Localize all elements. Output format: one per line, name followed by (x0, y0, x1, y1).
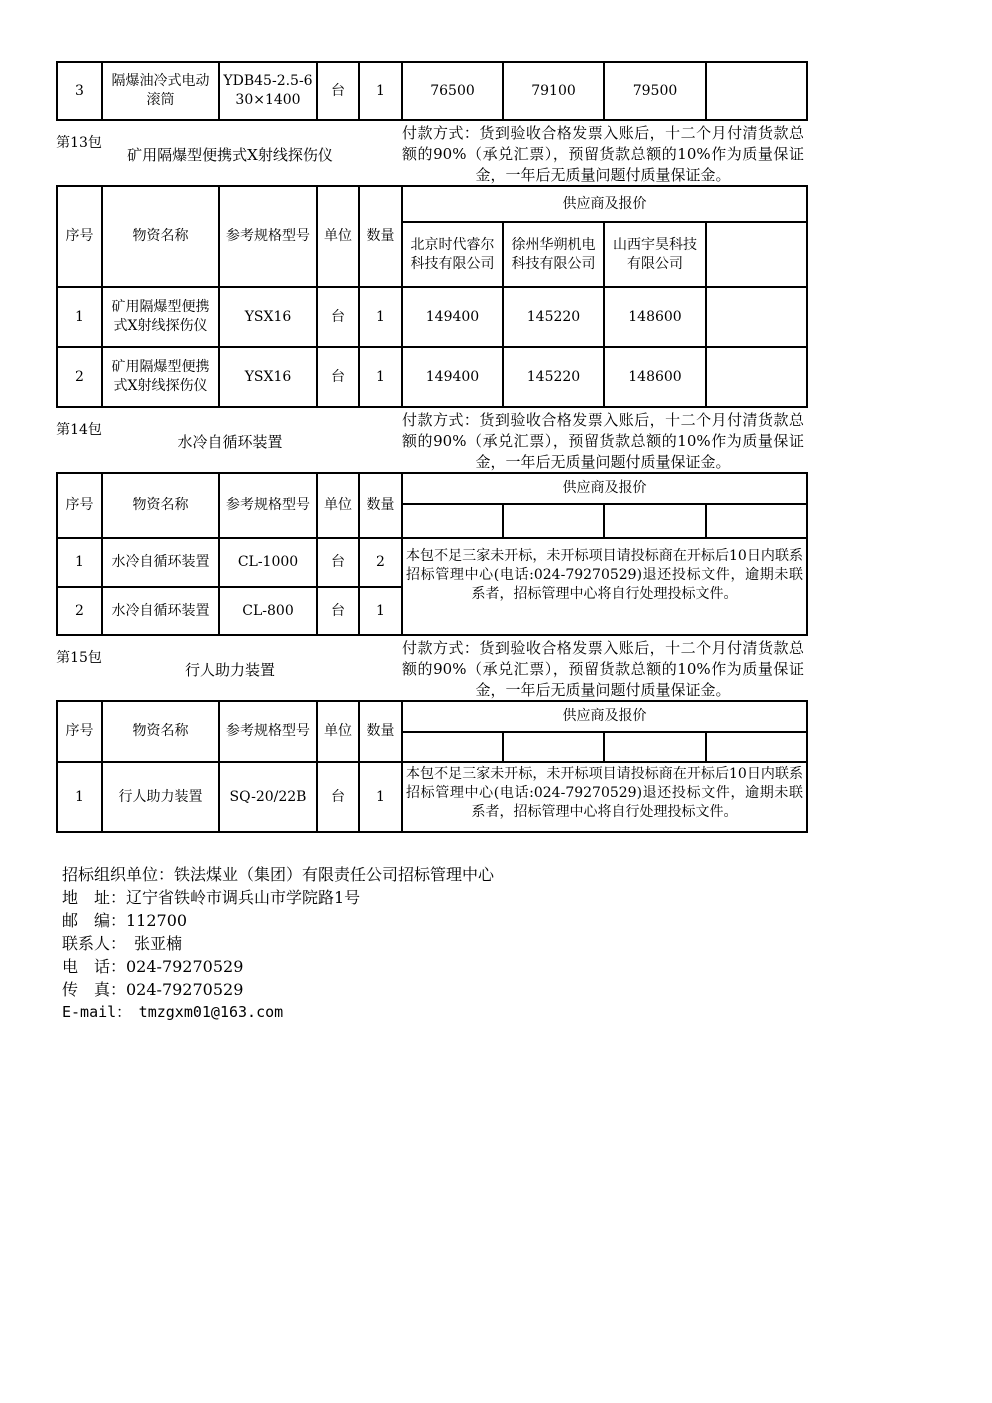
cell-seq: 1 (57, 762, 102, 832)
package13-number: 第13包 (56, 135, 102, 151)
cell-price-2: 145220 (503, 287, 604, 347)
header-qty: 数量 (359, 186, 402, 287)
supplier-3: 山西宇昊科技有限公司 (604, 222, 706, 287)
cell-unit: 台 (317, 762, 359, 832)
phone-line: 电 话：024-79270529 (62, 957, 244, 976)
cell-seq: 1 (57, 538, 102, 587)
table-header-row (57, 186, 807, 222)
supplier-2 (503, 504, 604, 538)
header-name: 物资名称 (102, 701, 219, 762)
cell-price-3: 148600 (604, 347, 706, 407)
supplier-1: 北京时代睿尔科技有限公司 (402, 222, 503, 287)
header-suppliers: 供应商及报价 (402, 186, 807, 222)
header-spec: 参考规格型号 (219, 701, 317, 762)
cell-price-4 (706, 347, 807, 407)
header-name: 物资名称 (102, 186, 219, 287)
supplier-1 (402, 732, 503, 762)
package15-payment-terms: 付款方式：货到验收合格发票入账后，十二个月付清货款总额的90%（承兑汇票），预留货款总额的10%作为质量保证金，一年后无质量问题付质量保证金。 (402, 639, 804, 699)
cell-name: 矿用隔爆型便携式X射线探伤仪 (102, 347, 219, 407)
package15-table (56, 700, 808, 833)
package15-number: 第15包 (56, 650, 102, 666)
table-header-row (57, 473, 807, 504)
cell-spec: SQ-20/22B (219, 762, 317, 832)
cell-unit: 台 (317, 62, 359, 120)
cell-name: 水冷自循环装置 (102, 538, 219, 587)
header-unit: 单位 (317, 186, 359, 287)
cell-unit: 台 (317, 538, 359, 587)
fax-line: 传 真：024-79270529 (62, 980, 244, 999)
package13-payment-terms: 付款方式：货到验收合格发票入账后，十二个月付清货款总额的90%（承兑汇票），预留货款总额的10%作为质量保证金，一年后无质量问题付质量保证金。 (402, 124, 804, 184)
cell-qty: 1 (359, 62, 402, 120)
header-seq: 序号 (57, 186, 102, 287)
organizer-line: 招标组织单位：铁法煤业（集团）有限责任公司招标管理中心 (62, 865, 495, 884)
cell-price-3: 79500 (604, 62, 706, 120)
cell-spec: YDB45-2.5-630×1400 (219, 62, 317, 120)
contact-info (62, 863, 494, 1024)
cell-seq: 2 (57, 587, 102, 635)
package14-table (56, 472, 808, 636)
package14-number: 第14包 (56, 422, 102, 438)
supplier-2 (503, 732, 604, 762)
cell-seq: 3 (57, 62, 102, 120)
header-unit: 单位 (317, 701, 359, 762)
cell-qty: 2 (359, 538, 402, 587)
package14-name: 水冷自循环装置 (177, 433, 283, 451)
cell-name: 隔爆油冷式电动滚筒 (102, 62, 219, 120)
cell-name: 水冷自循环装置 (102, 587, 219, 635)
header-spec: 参考规格型号 (219, 186, 317, 287)
cell-unit: 台 (317, 287, 359, 347)
cell-qty: 1 (359, 287, 402, 347)
package15-notice: 本包不足三家未开标，未开标项目请投标商在开标后10日内联系招标管理中心(电话:024-79270529)退还投标文件，逾期未联系者，招标管理中心将自行处理投标文件。 (402, 762, 807, 832)
header-spec: 参考规格型号 (219, 473, 317, 538)
table-row (57, 538, 807, 587)
supplier-3 (604, 504, 706, 538)
cell-price-3: 148600 (604, 287, 706, 347)
cell-seq: 2 (57, 347, 102, 407)
cell-unit: 台 (317, 347, 359, 407)
table-row (57, 287, 807, 347)
table-header-row (57, 701, 807, 732)
cell-price-1: 149400 (402, 347, 503, 407)
supplier-4 (706, 222, 807, 287)
supplier-2: 徐州华朔机电科技有限公司 (503, 222, 604, 287)
cell-price-2: 145220 (503, 347, 604, 407)
cell-price-1: 76500 (402, 62, 503, 120)
package13-table (56, 185, 808, 408)
cell-name: 行人助力装置 (102, 762, 219, 832)
header-qty: 数量 (359, 473, 402, 538)
cell-spec: YSX16 (219, 347, 317, 407)
table-row (57, 62, 807, 120)
header-suppliers: 供应商及报价 (402, 701, 807, 732)
header-qty: 数量 (359, 701, 402, 762)
cell-unit: 台 (317, 587, 359, 635)
header-name: 物资名称 (102, 473, 219, 538)
email-line: E-mail： tmzgxm01@163.com (62, 1003, 284, 1021)
header-seq: 序号 (57, 473, 102, 538)
postcode-line: 邮 编：112700 (62, 911, 188, 930)
cell-qty: 1 (359, 347, 402, 407)
cell-price-4 (706, 62, 807, 120)
cell-spec: CL-1000 (219, 538, 317, 587)
header-unit: 单位 (317, 473, 359, 538)
supplier-4 (706, 504, 807, 538)
package14-notice: 本包不足三家未开标，未开标项目请投标商在开标后10日内联系招标管理中心(电话:024-79270529)退还投标文件，逾期未联系者，招标管理中心将自行处理投标文件。 (402, 538, 807, 635)
contact-person-line: 联系人： 张亚楠 (62, 934, 183, 953)
cell-name: 矿用隔爆型便携式X射线探伤仪 (102, 287, 219, 347)
cell-seq: 1 (57, 287, 102, 347)
cell-qty: 1 (359, 587, 402, 635)
supplier-1 (402, 504, 503, 538)
cell-qty: 1 (359, 762, 402, 832)
supplier-3 (604, 732, 706, 762)
cell-price-2: 79100 (503, 62, 604, 120)
cell-spec: YSX16 (219, 287, 317, 347)
header-seq: 序号 (57, 701, 102, 762)
cell-spec: CL-800 (219, 587, 317, 635)
cell-price-4 (706, 287, 807, 347)
package12-table (56, 61, 808, 121)
address-line: 地 址：辽宁省铁岭市调兵山市学院路1号 (62, 888, 361, 907)
header-suppliers: 供应商及报价 (402, 473, 807, 504)
package14-payment-terms: 付款方式：货到验收合格发票入账后，十二个月付清货款总额的90%（承兑汇票），预留货款总额的10%作为质量保证金，一年后无质量问题付质量保证金。 (402, 411, 804, 471)
package15-name: 行人助力装置 (184, 661, 275, 679)
supplier-4 (706, 732, 807, 762)
cell-price-1: 149400 (402, 287, 503, 347)
package13-name: 矿用隔爆型便携式X射线探伤仪 (127, 146, 333, 164)
table-row (57, 762, 807, 832)
table-row (57, 347, 807, 407)
